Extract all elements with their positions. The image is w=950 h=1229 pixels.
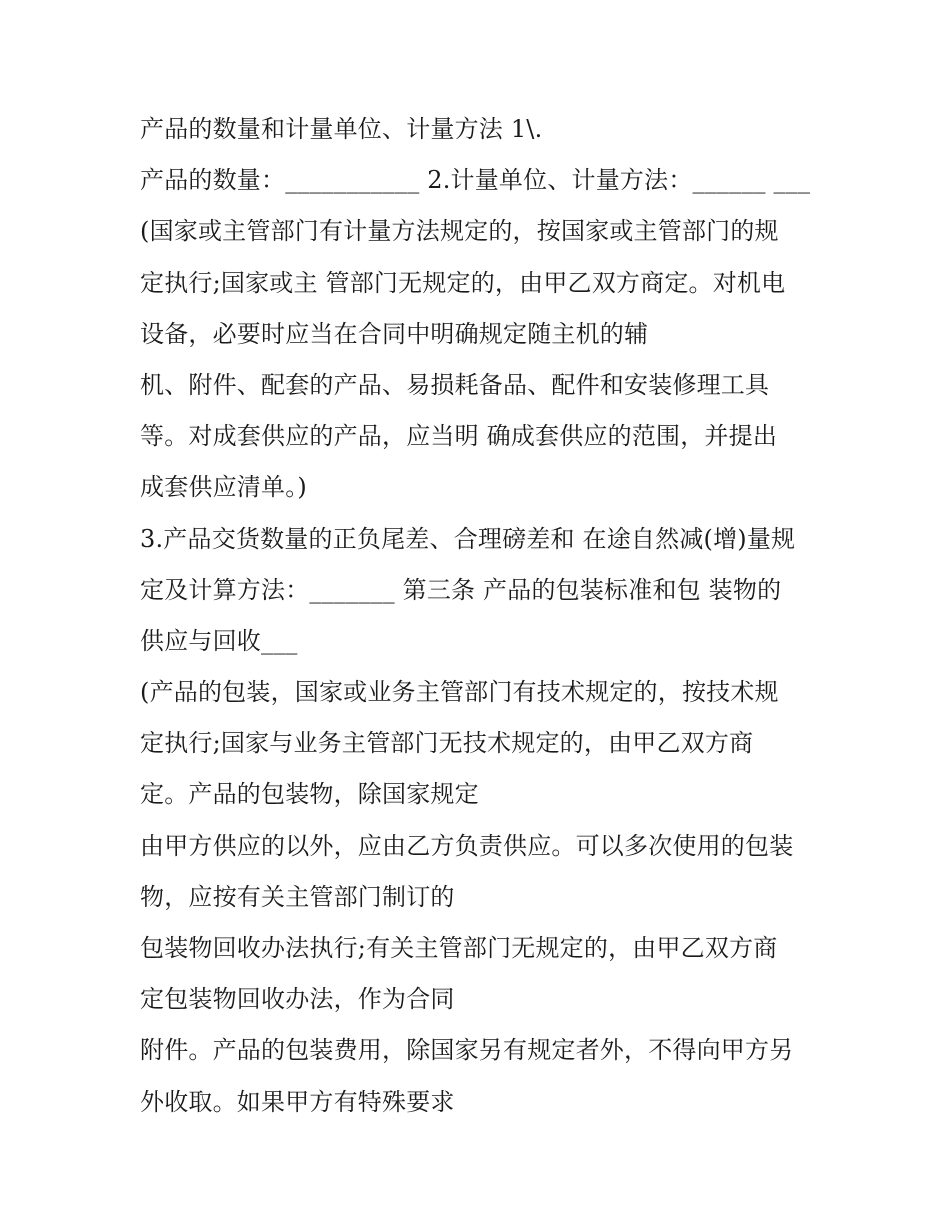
text-line: 机、附件、配套的产品、易损耗备品、配件和安装修理工具 <box>140 370 770 399</box>
text-line: 产品的数量：___________ 2.计量单位、计量方法：______ ___ <box>140 166 811 195</box>
text-line: 设备，必要时应当在合同中明确规定随主机的辅 <box>140 319 649 348</box>
text-line: 3.产品交货数量的正负尾差、合理磅差和 在途自然减(增)量规 <box>140 524 796 553</box>
text-line: 包装物回收办法执行;有关主管部门无规定的，由甲乙双方商 <box>140 934 778 962</box>
text-line: 定。产品的包装物，除国家规定 <box>140 780 479 809</box>
text-line: 定包装物回收办法，作为合同 <box>140 985 455 1014</box>
text-line: 定及计算方法：_______ 第三条 产品的包装标准和包 装物的 <box>140 575 782 604</box>
document-body <box>140 104 830 1128</box>
text-line: 附件。产品的包装费用，除国家另有规定者外，不得向甲方另 <box>140 1036 794 1065</box>
text-line: 物，应按有关主管部门制订的 <box>140 882 455 911</box>
text-line: (产品的包装，国家或业务主管部门有技术规定的，按技术规 <box>140 678 779 707</box>
text-line: 等。对成套供应的产品，应当明 确成套供应的范围，并提出 <box>140 422 778 451</box>
text-line: 产品的数量和计量单位、计量方法 1\. <box>140 115 543 143</box>
text-line: 外收取。如果甲方有特殊要求 <box>140 1087 455 1116</box>
text-line: 由甲方供应的以外，应由乙方负责供应。可以多次使用的包装 <box>140 831 794 860</box>
text-line: 定执行;国家或主 管部门无规定的，由甲乙双方商定。对机电 <box>140 268 786 297</box>
text-line: 成套供应清单。) <box>140 473 307 502</box>
text-line: 供应与回收___ <box>140 626 298 655</box>
text-line: (国家或主管部门有计量方法规定的，按国家或主管部门的规 <box>140 217 779 246</box>
text-line: 定执行;国家与业务主管部门无技术规定的，由甲乙双方商 <box>140 729 754 758</box>
